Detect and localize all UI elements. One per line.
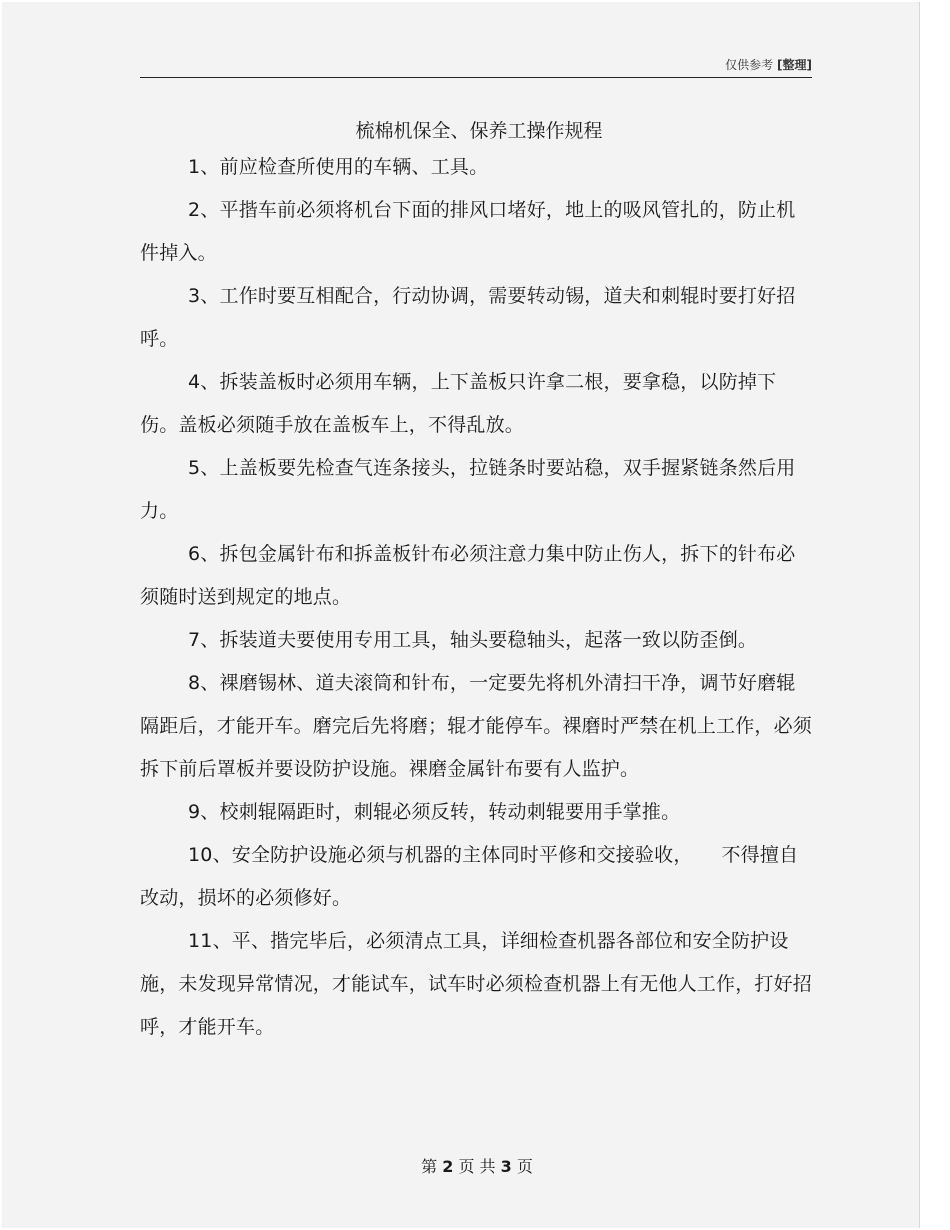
- paragraph-3: 3、工作时要互相配合，行动协调，需要转动锡，道夫和刺辊时要打好招呼。: [140, 285, 796, 350]
- paragraph-6: 6、拆包金属针布和拆盖板针布必须注意力集中防止伤人，拆下的针布必须随时送到规定的地点。: [140, 543, 796, 608]
- paragraph-4: 4、拆装盖板时必须用车辆，上下盖板只许拿二根，要拿稳，以防掉下伤。盖板必须随手放在盖板车上，不得乱放。: [140, 371, 777, 436]
- paragraph-8: 8、裸磨锡林、道夫滚筒和针布，一定要先将机外清扫干净，调节好磨辊隔距后，才能开车。磨完后先将磨；辊才能停车。裸磨时严禁在机上工作，必须拆下前后罩板并要设防护设施。裸磨金属针布要有人监护。: [140, 672, 813, 780]
- paragraph-11: 11、平、揩完毕后，必须清点工具，详细检查机器各部位和安全防护设施，未发现异常情况，才能试车，试车时必须检查机器上有无他人工作，打好招呼，才能开车。: [140, 930, 813, 1038]
- header-tag: [整理]: [777, 58, 812, 72]
- document-body: [140, 116, 812, 1049]
- footer-total-pages: 3: [500, 1157, 512, 1176]
- page-footer: [2, 1154, 950, 1177]
- paragraph-7: 7、拆装道夫要使用专用工具，轴头要稳轴头，起落一致以防歪倒。: [188, 629, 758, 651]
- paragraph-10: 10、安全防护设施必须与机器的主体同时平修和交接验收， 不得擅自改动，损坏的必须修好。: [140, 844, 799, 909]
- document-title: 梳棉机保全、保养工操作规程: [355, 120, 603, 142]
- page-header: [140, 56, 812, 78]
- document-page: [2, 2, 920, 1228]
- footer-prefix: 第: [421, 1157, 438, 1176]
- paragraph-5: 5、上盖板要先检查气连条接头，拉链条时要站稳，双手握紧链条然后用力。: [140, 457, 796, 522]
- header-text: 仅供参考: [725, 58, 774, 72]
- footer-mid: 页 共: [458, 1157, 496, 1176]
- paragraph-1: 1、前应检查所使用的车辆、工具。: [188, 156, 489, 178]
- paragraph-2: 2、平揩车前必须将机台下面的排风口堵好，地上的吸风管扎的，防止机件掉入。: [140, 199, 796, 264]
- footer-suffix: 页: [516, 1157, 533, 1176]
- footer-page-number: 2: [442, 1157, 454, 1176]
- paragraph-9: 9、校刺辊隔距时，刺辊必须反转，转动刺辊要用手掌推。: [188, 801, 681, 823]
